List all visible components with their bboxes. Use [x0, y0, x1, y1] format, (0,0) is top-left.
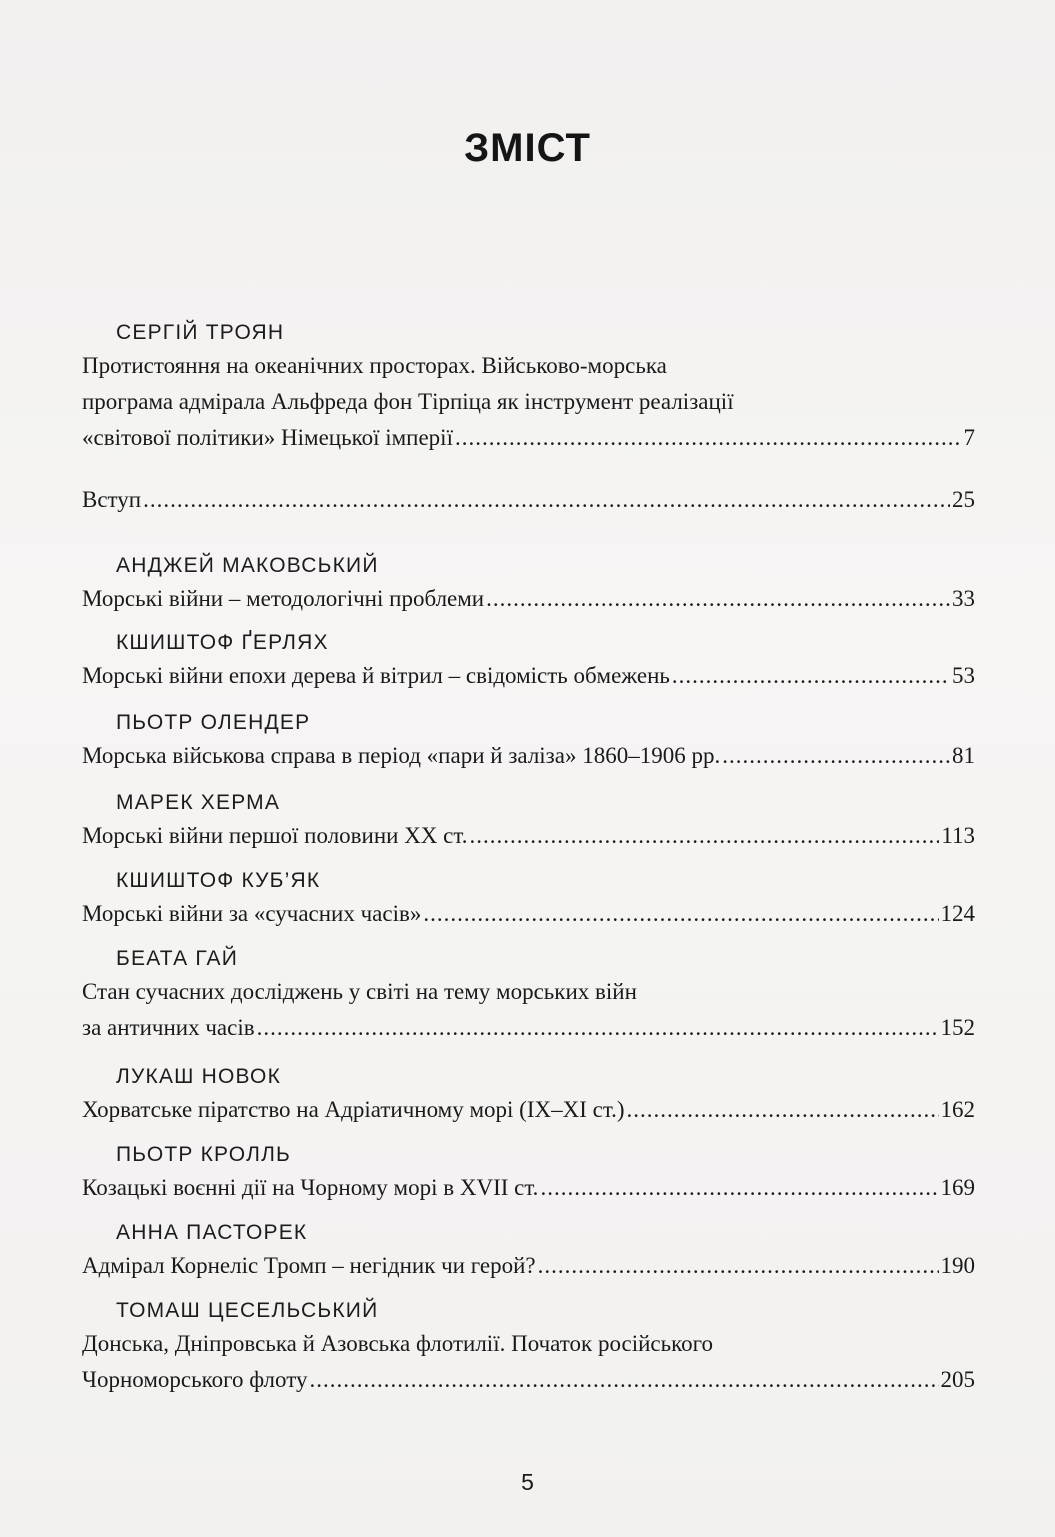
entry-author: АННА ПАСТОРЕК: [116, 1221, 308, 1244]
toc-entry: [82, 482, 975, 518]
page-ref: 81: [952, 743, 975, 768]
toc-line: [82, 1362, 975, 1398]
page-ref: 53: [952, 663, 975, 688]
page-ref: 190: [940, 1253, 975, 1278]
toc-line: [82, 482, 975, 518]
page-title: ЗМІСТ: [464, 126, 591, 170]
dot-leader: [455, 420, 962, 456]
entry-title-line: Морські війни першої половини ХХ ст.: [82, 823, 468, 848]
entry-author: МАРЕК ХЕРМА: [116, 791, 281, 814]
toc-line: [82, 738, 975, 774]
entry-title-line: Хорватське піратство на Адріатичному морі (ІХ–ХІ ст.): [82, 1097, 625, 1122]
entry-title-line: «світової політики» Німецької імперії: [82, 425, 453, 450]
entry-title-line: Стан сучасних досліджень у світі на тему морських війн: [82, 979, 637, 1004]
toc-entry: [82, 788, 975, 854]
dot-leader: [257, 1010, 939, 1046]
page-ref: 25: [952, 487, 975, 512]
entry-title-line: Морські війни – методологічні проблеми: [82, 586, 485, 611]
page-ref: 152: [940, 1015, 975, 1040]
entry-title-line: за античних часів: [82, 1015, 255, 1040]
entry-author: ПЬОТР КРОЛЛЬ: [116, 1143, 292, 1166]
entry-title-line: Чорноморського флоту: [82, 1367, 308, 1392]
dot-leader: [423, 896, 938, 932]
entry-title-line: Морські війни епохи дерева й вітрил – свідомість обмежень: [82, 663, 670, 688]
toc-entry: [82, 708, 975, 774]
page-ref: 113: [941, 823, 975, 848]
toc-entry: [82, 1296, 975, 1398]
entry-title-line: програма адмірала Альфреда фон Тірпіца як інструмент реалізації: [82, 389, 734, 414]
toc-entry: [82, 551, 975, 617]
dot-leader: [627, 1092, 939, 1128]
toc-line: [82, 1010, 975, 1046]
page-ref: 205: [940, 1367, 975, 1392]
toc-entry: [82, 1218, 975, 1284]
entry-title-line: Козацькі воєнні дії на Чорному морі в XVII ст.: [82, 1175, 539, 1200]
dot-leader: [672, 658, 950, 694]
toc-entry: [82, 944, 975, 1046]
dot-leader: [538, 1248, 939, 1284]
toc-entry: [82, 1140, 975, 1206]
entry-title-line: Морські війни за «сучасних часів»: [82, 901, 422, 926]
entry-author: КШИШТОФ КУБ’ЯК: [116, 869, 321, 892]
entry-author: СЕРГІЙ ТРОЯН: [116, 321, 285, 344]
page-ref: 162: [940, 1097, 975, 1122]
entry-author: БЕАТА ГАЙ: [116, 947, 238, 970]
dot-leader: [540, 1170, 938, 1206]
entry-title-line: Морська військова справа в період «пари й заліза» 1860–1906 рр.: [82, 743, 721, 768]
toc-line: [82, 420, 975, 456]
toc-line: [82, 658, 975, 694]
page-number: 5: [521, 1469, 534, 1495]
entry-title-line: Протистояння на океанічних просторах. Військово-морська: [82, 353, 667, 378]
toc-entry: [82, 628, 975, 694]
toc-entry: [82, 866, 975, 932]
toc-line: [82, 818, 975, 854]
entry-title-line: Адмірал Корнеліс Тромп – негідник чи герой?: [82, 1253, 536, 1278]
entry-author: ЛУКАШ НОВОК: [116, 1065, 282, 1088]
toc-line: [82, 581, 975, 617]
entry-author: ПЬОТР ОЛЕНДЕР: [116, 711, 311, 734]
page-ref: 33: [952, 586, 975, 611]
dot-leader: [486, 581, 950, 617]
entry-author: АНДЖЕЙ МАКОВСЬКИЙ: [116, 554, 379, 577]
toc-line: [82, 1248, 975, 1284]
entry-title-line: Донська, Дніпровська й Азовська флотилії. Початок російського: [82, 1331, 713, 1356]
page-ref: 169: [940, 1175, 975, 1200]
dot-leader: [309, 1362, 938, 1398]
dot-leader: [143, 482, 950, 518]
toc-line: [82, 896, 975, 932]
toc-line: [82, 1170, 975, 1206]
dot-leader: [722, 738, 950, 774]
page-ref: 124: [940, 901, 975, 926]
toc-entry: [82, 1062, 975, 1128]
entry-title-line: Вступ: [82, 487, 142, 512]
page-ref: 7: [963, 425, 975, 450]
toc-entry: [82, 318, 975, 456]
toc-line: [82, 1092, 975, 1128]
dot-leader: [469, 818, 939, 854]
entry-author: КШИШТОФ ҐЕРЛЯХ: [116, 631, 329, 654]
entry-author: ТОМАШ ЦЕСЕЛЬСЬКИЙ: [116, 1299, 379, 1322]
